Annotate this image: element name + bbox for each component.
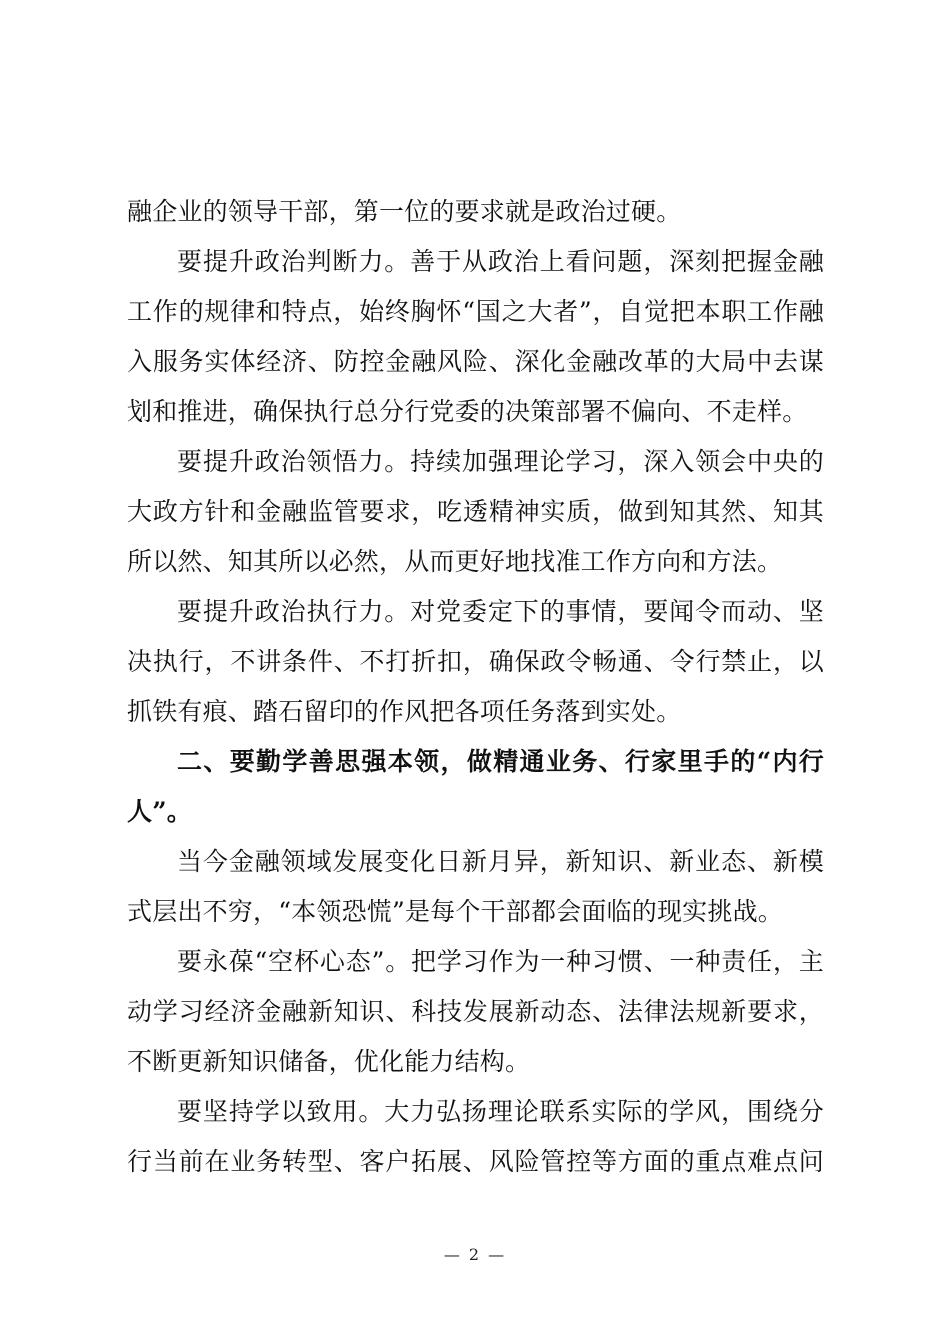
paragraph-line: 不断更新知识储备，优化能力结构。: [127, 1047, 531, 1076]
section-heading-line: 二、要勤学善思强本领，做精通业务、行家里手的“内行: [177, 747, 824, 776]
section-heading-line: 人”。: [127, 797, 192, 826]
paragraph-line: 融企业的领导干部，第一位的要求就是政治过硬。: [127, 197, 682, 226]
paragraph-line: 要永葆“空杯心态”。把学习作为一种习惯、一种责任，主: [177, 947, 824, 976]
paragraph-line: 式层出不穷，“本领恐慌”是每个干部都会面临的现实挑战。: [127, 897, 783, 926]
page-number: — 2 —: [443, 1245, 507, 1264]
paragraph-line: 要提升政治执行力。对党委定下的事情，要闻令而动、坚: [177, 597, 824, 626]
paragraph-line: 要坚持学以致用。大力弘扬理论联系实际的学风，围绕分: [177, 1097, 824, 1126]
paragraph-line: 抓铁有痕、踏石留印的作风把各项任务落到实处。: [127, 697, 682, 726]
paragraph-line: 动学习经济金融新知识、科技发展新动态、法律法规新要求，: [127, 997, 824, 1026]
paragraph-line: 工作的规律和特点，始终胸怀“国之大者”，自觉把本职工作融: [127, 297, 824, 326]
paragraph-line: 所以然、知其所以必然，从而更好地找准工作方向和方法。: [127, 547, 783, 576]
paragraph-line: 入服务实体经济、防控金融风险、深化金融改革的大局中去谋: [127, 347, 824, 376]
paragraph-line: 行当前在业务转型、客户拓展、风险管控等方面的重点难点问: [127, 1147, 824, 1176]
paragraph-line: 当今金融领域发展变化日新月异，新知识、新业态、新模: [177, 847, 824, 876]
paragraph-line: 要提升政治判断力。善于从政治上看问题，深刻把握金融: [177, 247, 824, 276]
paragraph-line: 要提升政治领悟力。持续加强理论学习，深入领会中央的: [177, 447, 824, 476]
paragraph-line: 决执行，不讲条件、不打折扣，确保政令畅通、令行禁止，以: [127, 647, 824, 676]
paragraph-line: 大政方针和金融监管要求，吃透精神实质，做到知其然、知其: [127, 497, 824, 526]
paragraph-line: 划和推进，确保执行总分行党委的决策部署不偏向、不走样。: [127, 397, 808, 426]
document-body: [127, 187, 824, 1187]
